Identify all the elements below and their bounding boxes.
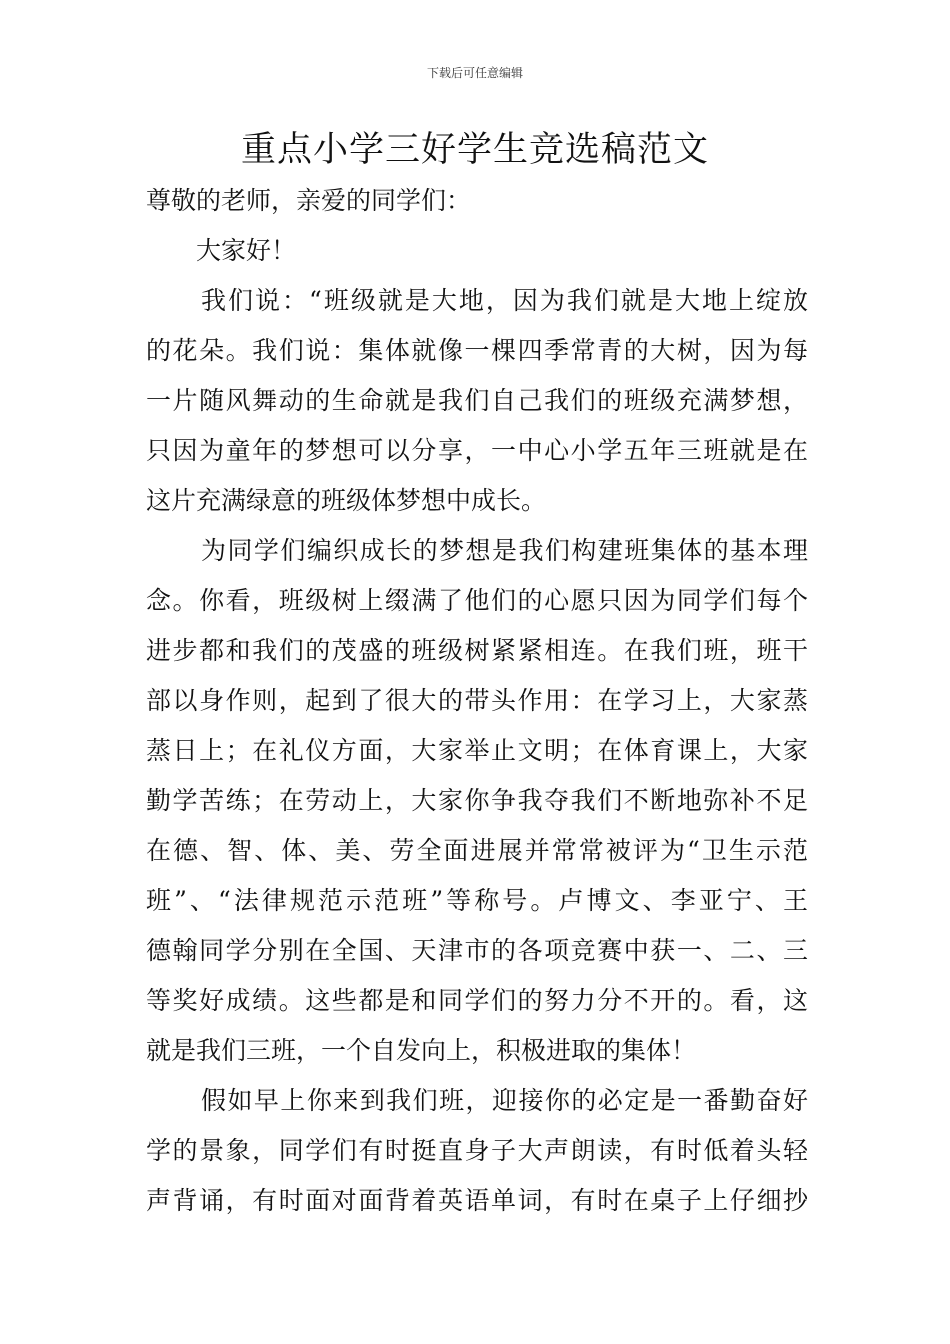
paragraph-line: 声背诵，有时面对面背着英语单词，有时在桌子上仔细抄 (146, 1186, 808, 1215)
paragraph-line: 我们说：“班级就是大地，因为我们就是大地上绽放 (201, 286, 808, 315)
paragraph-line: 就是我们三班，一个自发向上，积极进取的集体！ (146, 1036, 697, 1065)
paragraph-line: 进步都和我们的茂盛的班级树紧紧相连。在我们班，班干 (146, 636, 808, 665)
paragraph-line: 德翰同学分别在全国、天津市的各项竞赛中获一、二、三 (146, 936, 808, 965)
paragraph-line: 部以身作则，起到了很大的带头作用：在学习上，大家蒸 (146, 686, 808, 715)
paragraph-line: 的花朵。我们说：集体就像一棵四季常青的大树，因为每 (146, 336, 808, 365)
salutation-line: 尊敬的老师，亲爱的同学们： (146, 186, 472, 215)
paragraph-line: 这片充满绿意的班级体梦想中成长。 (146, 486, 547, 515)
paragraph-line: 只因为童年的梦想可以分享，一中心小学五年三班就是在 (146, 436, 808, 465)
document-body (146, 176, 808, 1226)
page-title: 重点小学三好学生竞选稿范文 (240, 130, 709, 170)
paragraph-line: 学的景象，同学们有时挺直身子大声朗读，有时低着头轻 (146, 1136, 808, 1165)
paragraph-line: 念。你看，班级树上缀满了他们的心愿只因为同学们每个 (146, 586, 808, 615)
paragraph-line: 在德、智、体、美、劳全面进展并常常被评为“卫生示范 (146, 836, 808, 865)
paragraph-line: 一片随风舞动的生命就是我们自己我们的班级充满梦想， (146, 386, 808, 415)
header-note: 下载后可任意编辑 (426, 66, 523, 80)
paragraph-line: 勤学苦练；在劳动上，大家你争我夺我们不断地弥补不足 (146, 786, 808, 815)
paragraph-line: 等奖好成绩。这些都是和同学们的努力分不开的。看，这 (146, 986, 808, 1015)
paragraph-line: 假如早上你来到我们班，迎接你的必定是一番勤奋好 (201, 1086, 808, 1115)
paragraph-line: 班”、“法律规范示范班”等称号。卢博文、李亚宁、王 (146, 886, 808, 915)
paragraph-line: 蒸日上；在礼仪方面，大家举止文明；在体育课上，大家 (146, 736, 808, 765)
paragraph-line: 为同学们编织成长的梦想是我们构建班集体的基本理 (201, 536, 808, 565)
greeting-line: 大家好！ (196, 236, 297, 265)
